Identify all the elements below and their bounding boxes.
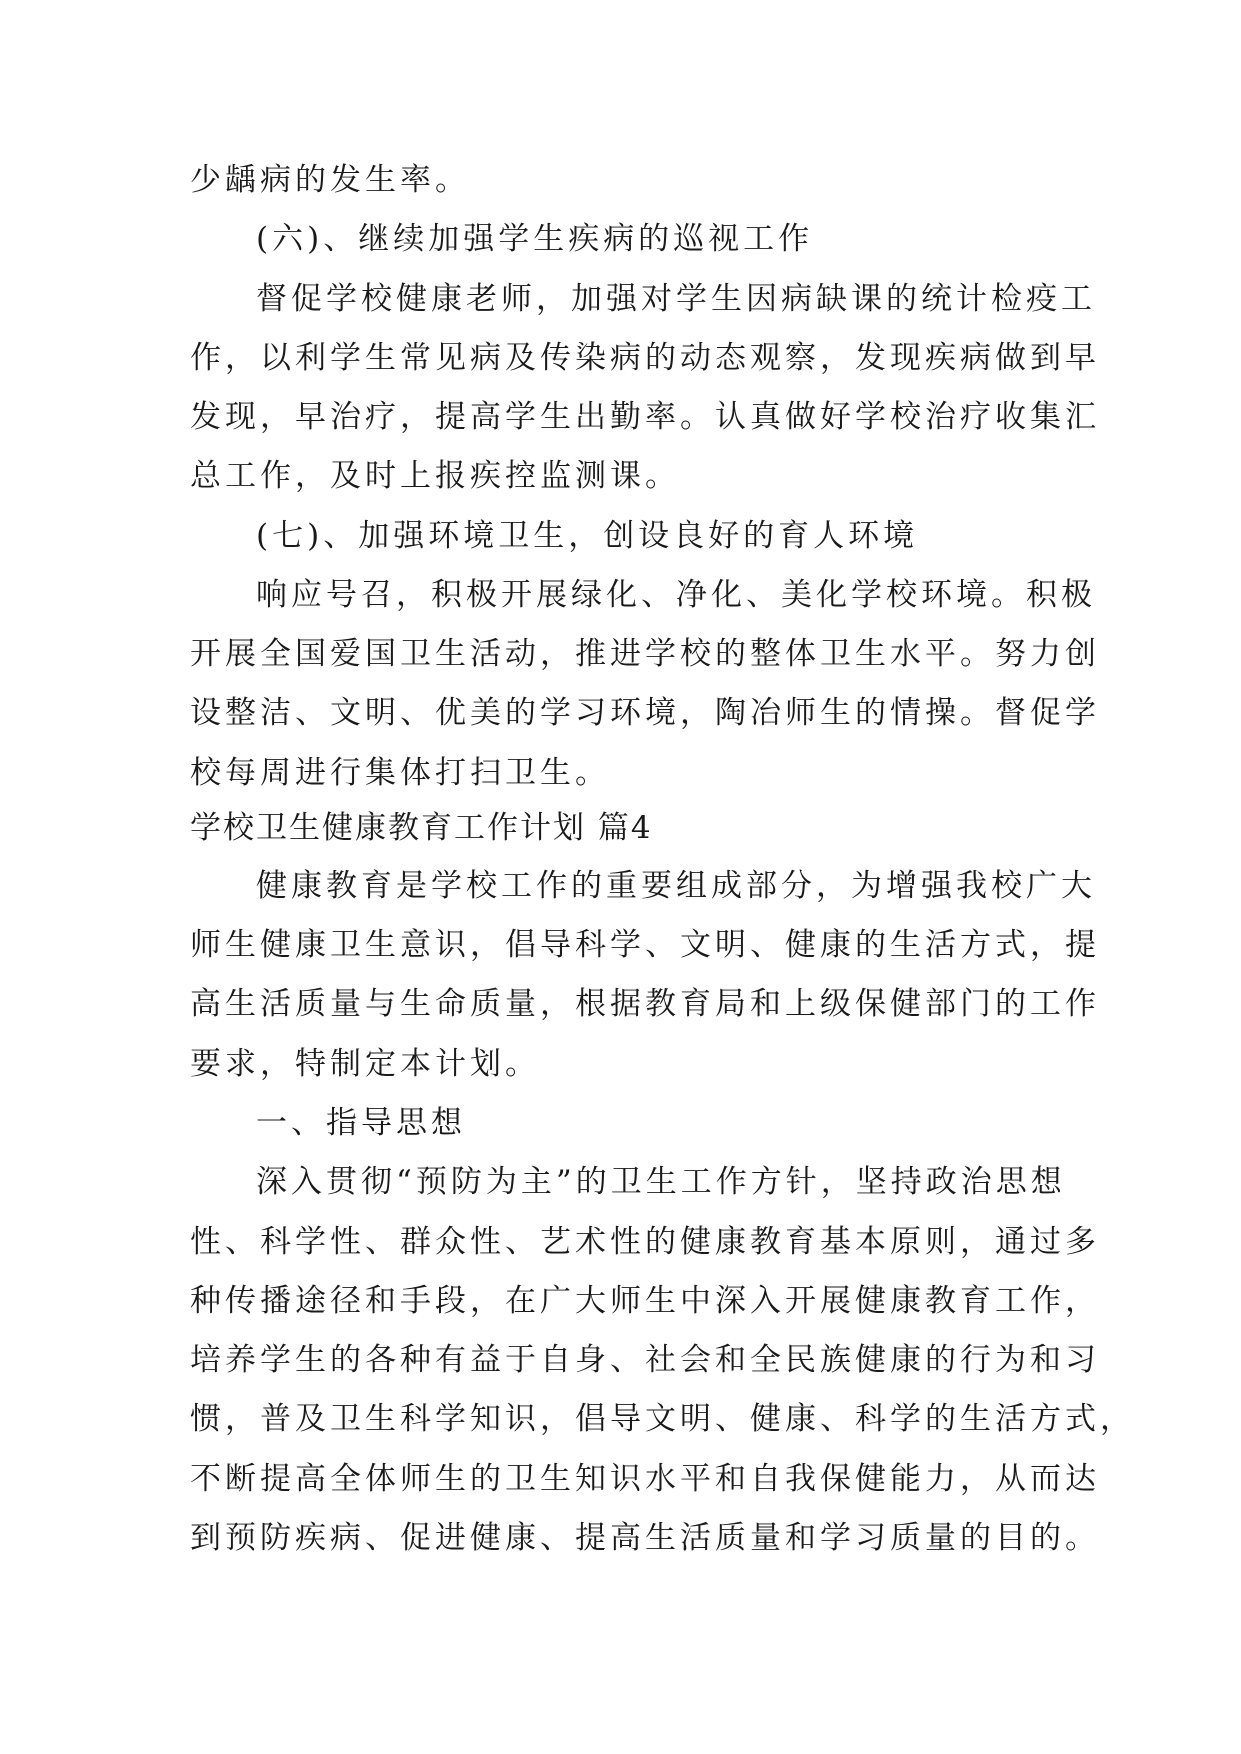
paragraph-line: 到预防疾病、促进健康、提高生活质量和学习质量的目的。 [190, 1520, 1100, 1556]
paragraph-line: 种传播途径和手段，在广大师生中深入开展健康教育工作， [190, 1283, 1100, 1319]
paragraph-line: 高生活质量与生命质量，根据教育局和上级保健部门的工作 [190, 986, 1100, 1022]
paragraph-line: 设整洁、文明、优美的学习环境，陶冶师生的情操。督促学 [190, 695, 1100, 731]
section-heading: 一、指导思想 [256, 1105, 466, 1141]
paragraph-line: 少龋病的发生率。 [190, 162, 470, 198]
paragraph-line: 师生健康卫生意识，倡导科学、文明、健康的生活方式，提 [190, 927, 1100, 963]
paragraph-line: 要求，特制定本计划。 [190, 1046, 540, 1082]
paragraph-line: 督促学校健康老师，加强对学生因病缺课的统计检疫工 [256, 281, 1096, 317]
paragraph-line: 培养学生的各种有益于自身、社会和全民族健康的行为和习 [190, 1342, 1100, 1378]
section-heading: (六)、继续加强学生疾病的巡视工作 [256, 221, 814, 257]
paragraph-line: 性、科学性、群众性、艺术性的健康教育基本原则，通过多 [190, 1224, 1100, 1260]
document-title: 学校卫生健康教育工作计划 篇4 [190, 810, 653, 846]
paragraph-line: 惯，普及卫生科学知识，倡导文明、健康、科学的生活方式， [190, 1401, 1135, 1437]
paragraph-line: 不断提高全体师生的卫生知识水平和自我保健能力，从而达 [190, 1461, 1100, 1497]
paragraph-line: 深入贯彻“预防为主”的卫生工作方针，坚持政治思想 [256, 1164, 1066, 1200]
paragraph-line: 健康教育是学校工作的重要组成部分，为增强我校广大 [256, 868, 1096, 904]
paragraph-line: 校每周进行集体打扫卫生。 [190, 755, 610, 791]
paragraph-line: 发现，早治疗，提高学生出勤率。认真做好学校治疗收集汇 [190, 399, 1100, 435]
paragraph-line: 总工作，及时上报疾控监测课。 [190, 458, 680, 494]
paragraph-line: 作，以利学生常见病及传染病的动态观察，发现疾病做到早 [190, 340, 1100, 376]
paragraph-line: 开展全国爱国卫生活动，推进学校的整体卫生水平。努力创 [190, 636, 1100, 672]
section-heading: (七)、加强环境卫生，创设良好的育人环境 [256, 518, 919, 554]
paragraph-line: 响应号召，积极开展绿化、净化、美化学校环境。积极 [256, 577, 1096, 613]
